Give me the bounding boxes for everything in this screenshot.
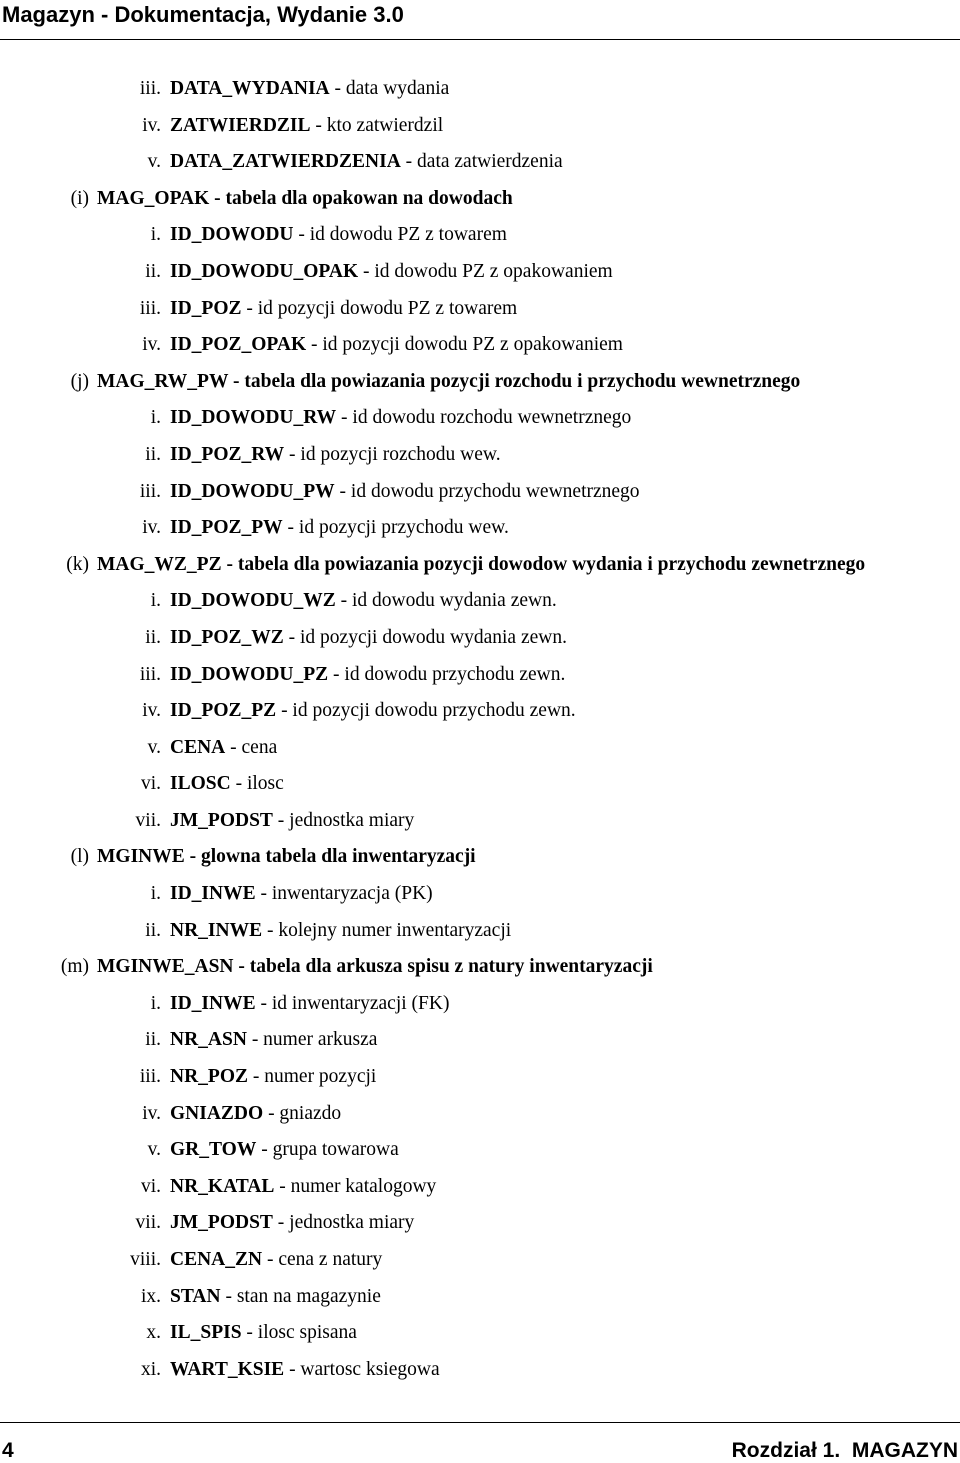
list-marker: iv. [142,700,161,722]
column-description: - id pozycji dowodu przychodu zewn. [276,700,576,722]
item-text [170,291,517,328]
column-item [0,913,960,950]
column-item [0,510,960,547]
column-description: - data wydania [329,78,450,99]
chapter-title: Rozdział 1. MAGAZYN [731,1439,958,1462]
table-heading-item [0,547,960,584]
page-footer [0,1422,960,1462]
item-text [170,1022,377,1059]
column-name: NR_ASN [170,1029,247,1051]
column-name: NR_KATAL [170,1175,275,1197]
column-description: - id pozycji dowodu wydania zewn. [283,626,567,648]
column-item [0,1279,960,1316]
list-marker: i. [150,224,161,246]
column-name: ID_DOWODU_WZ [170,590,336,612]
column-item [0,327,960,364]
column-description: - kto zatwierdzil [310,114,444,136]
item-text [170,1315,357,1352]
column-description: - kolejny numer inwentaryzacji [262,919,512,941]
column-name: ZATWIERDZIL [170,114,311,136]
column-item [0,144,960,181]
column-description: - id pozycji rozchodu wew. [284,443,501,465]
list-marker: iii. [139,78,161,99]
list-marker: iii. [139,480,161,502]
column-name: ID_INWE [170,992,256,1014]
column-name: ID_DOWODU [170,224,294,246]
table-heading-item [0,949,960,986]
column-name: GR_TOW [170,1139,257,1161]
table-description: - glowna tabela dla inwentaryzacji [184,846,476,868]
list-marker: vii. [135,1212,161,1234]
column-description: - cena z natury [262,1249,383,1270]
item-text [170,108,443,145]
list-marker: ii. [145,443,161,465]
list-marker: (m) [60,956,89,978]
column-name: ID_DOWODU_PZ [170,663,329,685]
column-item [0,71,960,108]
list-marker: i. [150,407,161,429]
column-name: JM_PODST [170,809,273,831]
table-name: MAG_OPAK [97,187,210,209]
column-description: - id dowodu przychodu zewn. [328,663,566,685]
column-name: ID_DOWODU_PW [170,480,335,502]
column-name: DATA_WYDANIA [170,78,330,99]
table-name: MGINWE [97,846,185,868]
list-marker: iii. [139,297,161,319]
column-name: ILOSC [170,773,231,795]
item-text [170,1352,440,1389]
column-item [0,291,960,328]
item-text [170,217,507,254]
column-description: - jednostka miary [272,809,415,831]
list-marker: i. [150,992,161,1014]
column-item [0,803,960,840]
item-text [97,949,653,986]
list-marker: (i) [70,187,89,209]
column-name: ID_POZ [170,297,242,319]
item-text [170,437,501,474]
column-name: DATA_ZATWIERDZENIA [170,151,401,173]
column-description: - id pozycji przychodu wew. [282,517,509,539]
column-description: - ilosc [230,773,284,795]
column-item [0,986,960,1023]
list-marker: vi. [140,1175,161,1197]
column-description: - id dowodu PZ z towarem [293,224,507,246]
item-text [170,693,576,730]
column-item [0,693,960,730]
column-description: - id inwentaryzacji (FK) [255,992,450,1014]
column-item [0,657,960,694]
column-item [0,437,960,474]
column-description: - jednostka miary [272,1212,415,1234]
column-item [0,730,960,767]
column-description: - id dowodu wydania zewn. [335,590,557,612]
page-header-title: Magazyn - Dokumentacja, Wydanie 3.0 [2,2,404,27]
table-heading-item [0,181,960,218]
item-text [170,986,449,1023]
list-marker: iii. [139,663,161,685]
page-number: 4 [2,1439,14,1462]
item-text [170,1169,436,1206]
list-marker: iv. [142,517,161,539]
column-item [0,400,960,437]
item-text [97,181,513,218]
table-description: - tabela dla arkusza spisu z natury inwentaryzacji [233,956,653,978]
list-marker: vii. [135,809,161,831]
column-item [0,1205,960,1242]
item-text [170,144,563,181]
list-marker: iv. [142,334,161,356]
list-marker: iv. [142,114,161,136]
item-text [170,327,623,364]
column-name: ID_POZ_RW [170,443,285,465]
item-text [170,1242,382,1279]
column-description: - id pozycji dowodu PZ z opakowaniem [306,334,623,356]
item-text [170,730,277,767]
table-heading-item [0,839,960,876]
page-header [0,0,960,40]
column-description: - wartosc ksiegowa [284,1358,440,1380]
list-marker: v. [147,151,161,173]
list-marker: ii. [145,919,161,941]
column-item [0,1059,960,1096]
list-marker: iii. [139,1066,161,1088]
item-text [170,400,631,437]
table-description: - tabela dla opakowan na dowodach [209,187,513,209]
table-name: MGINWE_ASN [97,956,234,978]
column-name: ID_INWE [170,883,256,905]
column-item [0,876,960,913]
table-description: - tabela dla powiazania pozycji rozchodu i przychodu wewnetrznego [228,370,801,392]
item-text [170,657,565,694]
column-name: ID_POZ_WZ [170,626,284,648]
column-description: - id dowodu przychodu wewnetrznego [334,480,640,502]
column-item [0,1352,960,1389]
column-item [0,108,960,145]
table-description: - tabela dla powiazania pozycji dowodow wydania i przychodu zewnetrznego [221,553,866,575]
column-name: ID_DOWODU_OPAK [170,260,359,282]
column-description: - id pozycji dowodu PZ z towarem [241,297,518,319]
column-name: GNIAZDO [170,1102,264,1124]
list-marker: ii. [145,626,161,648]
list-marker: ii. [145,260,161,282]
column-name: ID_DOWODU_RW [170,407,337,429]
list-marker: viii. [130,1249,161,1270]
column-description: - numer katalogowy [274,1175,437,1197]
list-marker: (k) [66,553,89,575]
list-marker: i. [150,883,161,905]
list-marker: (j) [70,370,89,392]
item-text [170,766,284,803]
table-name: MAG_RW_PW [97,370,229,392]
column-description: - id dowodu PZ z opakowaniem [358,260,613,282]
column-item [0,583,960,620]
column-description: - stan na magazynie [220,1285,381,1307]
column-name: ID_POZ_PW [170,517,283,539]
column-item [0,1315,960,1352]
item-text [97,364,800,401]
column-item [0,1022,960,1059]
list-marker: i. [150,590,161,612]
column-name: CENA [170,736,226,758]
list-marker: ix. [140,1285,161,1307]
column-name: ID_POZ_OPAK [170,334,307,356]
item-text [170,1096,341,1133]
list-marker: x. [146,1322,161,1344]
item-text [170,1205,414,1242]
column-description: - data zatwierdzenia [400,151,563,173]
list-marker: iv. [142,1102,161,1124]
column-name: NR_INWE [170,919,263,941]
item-text [97,547,865,584]
column-item [0,1242,960,1279]
item-text [170,71,449,108]
column-item [0,620,960,657]
column-description: - ilosc spisana [241,1322,357,1344]
item-text [170,620,567,657]
list-marker: v. [147,736,161,758]
column-description: - inwentaryzacja (PK) [255,883,433,905]
list-marker: ii. [145,1029,161,1051]
table-name: MAG_WZ_PZ [97,553,222,575]
column-name: WART_KSIE [170,1358,285,1380]
item-text [170,583,557,620]
item-text [170,1059,376,1096]
item-text [170,913,511,950]
column-name: ID_POZ_PZ [170,700,277,722]
column-name: IL_SPIS [170,1322,242,1344]
table-heading-item [0,364,960,401]
column-item [0,217,960,254]
column-name: STAN [170,1285,221,1307]
item-text [170,474,640,511]
item-text [170,510,509,547]
item-text [170,803,414,840]
item-text [170,1279,381,1316]
column-description: - cena [225,736,278,758]
column-name: JM_PODST [170,1212,273,1234]
field-list [0,71,960,1388]
column-item [0,766,960,803]
column-item [0,1132,960,1169]
column-item [0,254,960,291]
column-description: - id dowodu rozchodu wewnetrznego [336,407,632,429]
list-marker: vi. [140,773,161,795]
list-marker: (l) [70,846,89,868]
item-text [170,254,613,291]
column-description: - numer arkusza [246,1029,378,1051]
item-text [97,839,476,876]
list-marker: xi. [140,1358,161,1380]
column-description: - grupa towarowa [256,1139,399,1161]
column-name: CENA_ZN [170,1249,263,1270]
column-description: - numer pozycji [248,1066,377,1088]
column-item [0,474,960,511]
column-item [0,1169,960,1206]
column-item [0,1096,960,1133]
column-description: - gniazdo [263,1102,342,1124]
list-marker: v. [147,1139,161,1161]
item-text [170,876,433,913]
item-text [170,1132,399,1169]
column-name: NR_POZ [170,1066,248,1088]
